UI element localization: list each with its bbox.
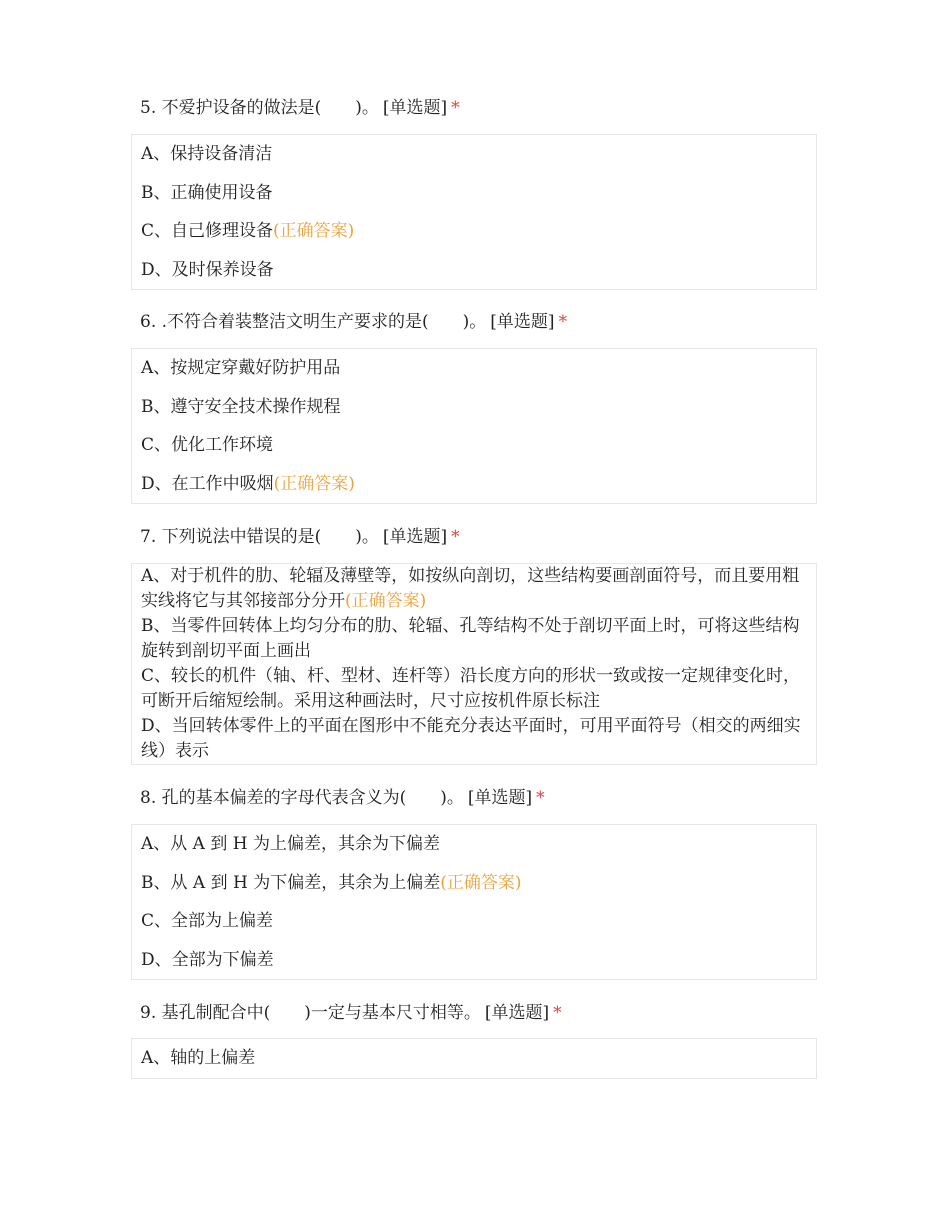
option-text: B、遵守安全技术操作规程 (141, 396, 341, 417)
option-a[interactable] (132, 825, 816, 864)
option-text: A、按规定穿戴好防护用品 (141, 358, 341, 378)
option-c[interactable] (132, 902, 816, 941)
question-type: [单选题] (382, 527, 448, 547)
option-text: C、全部为上偏差 (141, 911, 274, 931)
question-title (140, 1002, 562, 1024)
required-mark: * (553, 1003, 562, 1023)
option-text: C、较长的机件（轴、杆、型材、连杆等）沿长度方向的形状一致或按一定规律变化时，可断开后缩短绘制。采用这种画法时，尺寸应按机件原长标注 (141, 666, 801, 711)
option-text: C、自己修理设备 (141, 221, 274, 241)
options-list (131, 1038, 817, 1079)
option-text: B、当零件回转体上均匀分布的肋、轮辐、孔等结构不处于剖切平面上时，可将这些结构旋转到剖切平面上画出 (141, 616, 800, 661)
correct-answer-mark: (正确答案) (273, 473, 355, 494)
option-a[interactable] (132, 1039, 816, 1078)
question-text: 9. 基孔制配合中( )一定与基本尺寸相等。 (140, 1003, 481, 1023)
required-mark: * (451, 527, 460, 547)
required-mark: * (451, 98, 460, 118)
question-text: 7. 下列说法中错误的是( )。 (140, 527, 379, 547)
option-b[interactable] (132, 864, 816, 903)
question-text: 5. 不爱护设备的做法是( )。 (140, 98, 379, 118)
required-mark: * (558, 312, 568, 332)
question-title (140, 787, 545, 809)
correct-answer-mark: (正确答案) (273, 221, 355, 241)
option-text: A、轴的上偏差 (141, 1048, 256, 1068)
question-text: 6. .不符合着装整洁文明生产要求的是( )。 (140, 312, 487, 332)
option-d[interactable] (132, 941, 816, 980)
option-text: D、全部为下偏差 (141, 949, 274, 970)
options-list (131, 134, 817, 290)
option-text: D、当回转体零件上的平面在图形中不能充分表达平面时，可用平面符号（相交的两细实线）表示 (141, 716, 801, 761)
correct-answer-mark: (正确答案) (345, 591, 427, 611)
option-text: D、在工作中吸烟 (141, 473, 274, 494)
option-text: A、从 A 到 H 为上偏差，其余为下偏差 (141, 834, 440, 854)
option-d[interactable] (132, 465, 816, 504)
question-title (140, 526, 460, 548)
question-type: [单选题] (467, 788, 533, 808)
question-text: 8. 孔的基本偏差的字母代表含义为( )。 (140, 788, 464, 808)
option-a[interactable] (132, 564, 816, 614)
question-type: [单选题] (490, 312, 555, 332)
option-a[interactable] (132, 135, 816, 174)
question-type: [单选题] (484, 1003, 550, 1023)
question-title (140, 311, 567, 333)
option-text: D、及时保养设备 (141, 259, 274, 280)
option-a[interactable] (132, 349, 816, 388)
option-text: B、从 A 到 H 为下偏差，其余为上偏差 (141, 872, 441, 893)
options-list (131, 563, 817, 765)
options-list (131, 824, 817, 980)
option-text: A、保持设备清洁 (141, 144, 273, 164)
option-text: B、正确使用设备 (141, 182, 273, 203)
option-b[interactable] (132, 614, 816, 664)
options-list (131, 348, 817, 504)
option-b[interactable] (132, 174, 816, 213)
option-c[interactable] (132, 212, 816, 251)
option-d[interactable] (132, 251, 816, 290)
option-d[interactable] (132, 714, 816, 764)
option-text: A、对于机件的肋、轮辐及薄壁等，如按纵向剖切，这些结构要画剖面符号，而且要用粗实线将它与其邻接部分分开 (141, 566, 800, 611)
correct-answer-mark: (正确答案) (440, 872, 522, 893)
question-title (140, 97, 460, 119)
option-c[interactable] (132, 664, 816, 714)
option-text: C、优化工作环境 (141, 435, 274, 455)
required-mark: * (536, 788, 545, 808)
option-c[interactable] (132, 426, 816, 465)
option-b[interactable] (132, 388, 816, 427)
question-type: [单选题] (382, 98, 448, 118)
